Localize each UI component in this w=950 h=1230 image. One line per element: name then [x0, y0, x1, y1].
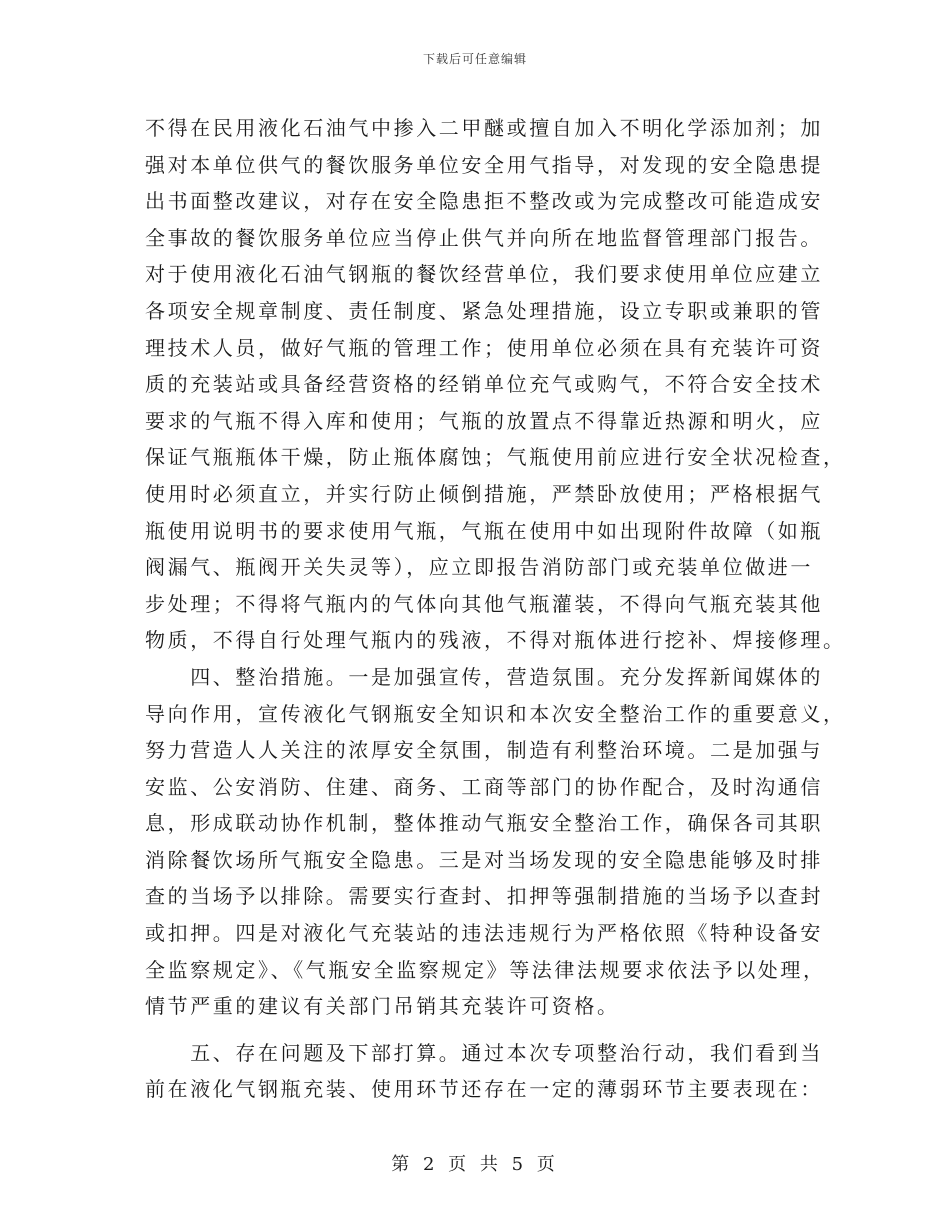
- paragraph: [145, 659, 846, 1025]
- text-line: 查的当场予以排除。需要实行查封、扣押等强制措施的当场予以查封: [145, 884, 823, 909]
- text-line: 不得在民用液化石油气中掺入二甲醚或擅自加入不明化学添加剂；加: [145, 116, 823, 140]
- paragraph: [145, 1035, 823, 1108]
- paragraph: [145, 110, 846, 659]
- text-line: 或扣押。四是对液化气充装站的违法违规行为严格依照《特种设备安: [145, 921, 823, 946]
- text-line: 各项安全规章制度、责任制度、紧急处理措施，设立专职或兼职的管: [145, 298, 823, 323]
- text-line: 使用时必须直立，并实行防止倾倒措施，严禁卧放使用；严格根据气: [145, 481, 823, 506]
- text-line: 安监、公安消防、住建、商务、工商等部门的协作配合，及时沟通信: [145, 774, 823, 799]
- text-line: 对于使用液化石油气钢瓶的餐饮经营单位，我们要求使用单位应建立: [145, 262, 823, 287]
- text-line: 出书面整改建议，对存在安全隐患拒不整改或为完成整改可能造成安: [145, 189, 823, 214]
- text-line: 阀漏气、瓶阀开关失灵等），应立即报告消防部门或充装单位做进一: [145, 555, 813, 580]
- page-header-note: 下载后可任意编辑: [422, 52, 527, 66]
- text-line: 瓶使用说明书的要求使用气瓶，气瓶在使用中如出现附件故障（如瓶: [145, 518, 823, 543]
- text-line: 努力营造人人关注的浓厚安全氛围，制造有利整治环境。二是加强与: [145, 738, 823, 763]
- text-line: 理技术人员，做好气瓶的管理工作；使用单位必须在具有充装许可资: [145, 335, 823, 360]
- page-number-footer: 第 2 页 共 5 页: [391, 1154, 559, 1175]
- text-line: 四、整治措施。一是加强宣传，营造氛围。充分发挥新闻媒体的: [145, 664, 823, 689]
- text-line: 质的充装站或具备经营资格的经销单位充气或购气，不符合安全技术: [145, 372, 823, 397]
- paragraph-spacer: [145, 1025, 810, 1035]
- text-line: 导向作用，宣传液化气钢瓶安全知识和本次安全整治工作的重要意义，: [145, 701, 846, 726]
- text-line: 要求的气瓶不得入库和使用；气瓶的放置点不得靠近热源和明火，应: [145, 408, 823, 433]
- text-line: 强对本单位供气的餐饮服务单位安全用气指导，对发现的安全隐患提: [145, 152, 823, 177]
- text-line: 全事故的餐饮服务单位应当停止供气并向所在地监督管理部门报告。: [145, 225, 823, 250]
- text-line: 前在液化气钢瓶充装、使用环节还存在一定的薄弱环节主要表现在：: [145, 1077, 823, 1102]
- text-line: 息，形成联动协作机制，整体推动气瓶安全整治工作，确保各司其职: [145, 811, 823, 836]
- text-line: 步处理；不得将气瓶内的气体向其他气瓶灌装，不得向气瓶充装其他: [145, 591, 823, 616]
- text-line: 消除餐饮场所气瓶安全隐患。三是对当场发现的安全隐患能够及时排: [145, 847, 823, 872]
- text-line: 五、存在问题及下部打算。通过本次专项整治行动，我们看到当: [145, 1040, 823, 1065]
- document-body: [145, 110, 846, 1108]
- text-line: 全监察规定》、《气瓶安全监察规定》等法律法规要求依法予以处理，: [145, 957, 826, 982]
- text-line: 物质，不得自行处理气瓶内的残液，不得对瓶体进行挖补、焊接修理。: [145, 628, 846, 653]
- text-line: 保证气瓶瓶体干燥，防止瓶体腐蚀；气瓶使用前应进行安全状况检查，: [145, 445, 846, 470]
- text-line: 情节严重的建议有关部门吊销其充装许可资格。: [145, 994, 620, 1019]
